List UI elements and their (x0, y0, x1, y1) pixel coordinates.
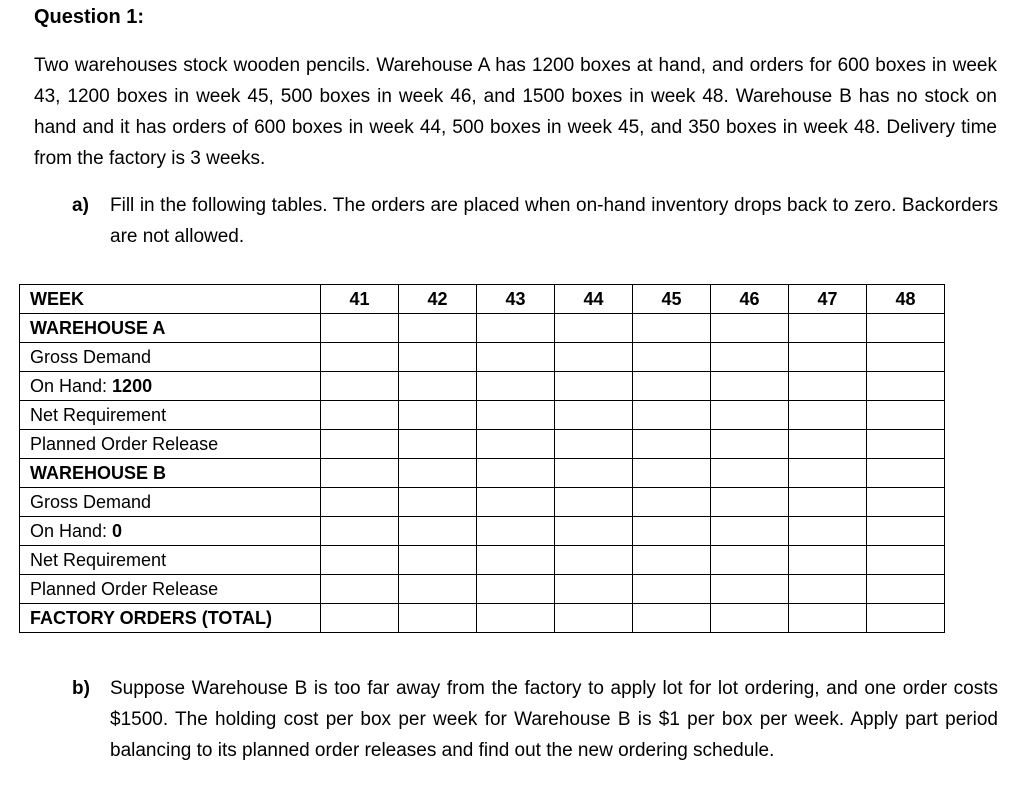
wb-on-hand-text: On Hand: (30, 520, 113, 541)
table-cell[interactable] (867, 575, 945, 604)
table-cell[interactable] (555, 488, 633, 517)
part-b-label: b) (72, 678, 90, 699)
table-cell[interactable] (633, 604, 711, 633)
table-cell[interactable] (555, 517, 633, 546)
table-cell[interactable] (399, 575, 477, 604)
wa-planned-order-release-label: Planned Order Release (20, 430, 321, 459)
warehouse-a-header: WAREHOUSE A (20, 314, 321, 343)
table-cell[interactable] (555, 343, 633, 372)
table-cell[interactable] (321, 575, 399, 604)
table-cell[interactable] (711, 575, 789, 604)
table-cell[interactable] (711, 546, 789, 575)
wa-gross-demand-label: Gross Demand (20, 343, 321, 372)
week-col-45: 45 (633, 285, 711, 314)
table-cell[interactable] (711, 430, 789, 459)
week-col-43: 43 (477, 285, 555, 314)
table-cell[interactable] (789, 459, 867, 488)
table-cell[interactable] (321, 430, 399, 459)
wb-planned-order-release-label: Planned Order Release (20, 575, 321, 604)
wb-gross-demand-label: Gross Demand (20, 488, 321, 517)
table-cell[interactable] (633, 401, 711, 430)
table-cell[interactable] (633, 575, 711, 604)
table-cell[interactable] (711, 314, 789, 343)
part-b-text: Suppose Warehouse B is too far away from the factory to apply lot for lot ordering, and one order costs $1500. The holding cost per box per week for Warehouse B is $1 per box per week. Apply part period balancing to its planned order releases and find out the new ordering schedule. (110, 678, 998, 761)
week-col-47: 47 (789, 285, 867, 314)
question-title: Question 1: (34, 6, 145, 28)
table-cell[interactable] (867, 430, 945, 459)
wb-net-requirement-label: Net Requirement (20, 546, 321, 575)
week-col-46: 46 (711, 285, 789, 314)
table-cell[interactable] (867, 517, 945, 546)
wb-on-hand-value: 0 (112, 520, 123, 541)
wa-on-hand-label (20, 372, 321, 401)
table-cell[interactable] (399, 372, 477, 401)
table-cell[interactable] (555, 459, 633, 488)
table-cell[interactable] (399, 314, 477, 343)
table-cell[interactable] (399, 546, 477, 575)
table-cell[interactable] (399, 343, 477, 372)
table-cell[interactable] (789, 401, 867, 430)
table-cell[interactable] (711, 401, 789, 430)
table-cell[interactable] (789, 546, 867, 575)
table-row (20, 430, 945, 459)
table-cell[interactable] (555, 575, 633, 604)
table-row (20, 604, 945, 633)
table-cell[interactable] (711, 459, 789, 488)
table-cell[interactable] (321, 372, 399, 401)
table-row (20, 575, 945, 604)
table-cell[interactable] (477, 430, 555, 459)
question-intro: Two warehouses stock wooden pencils. Warehouse A has 1200 boxes at hand, and orders for 600 boxes in week 43, 1200 boxes in week 45, 500 boxes in week 46, and 1500 boxes in week 48. Warehouse B has no stock on hand and it has orders of 600 boxes in week 44, 500 boxes in week 45, and 350 boxes in week 48. Delivery time from the factory is 3 weeks. (34, 55, 997, 169)
table-cell[interactable] (633, 372, 711, 401)
week-col-44: 44 (555, 285, 633, 314)
table-cell[interactable] (477, 604, 555, 633)
wa-on-hand-value: 1200 (112, 375, 153, 396)
table-row (20, 343, 945, 372)
table-cell[interactable] (867, 546, 945, 575)
table-cell[interactable] (867, 343, 945, 372)
table-row (20, 488, 945, 517)
table-cell[interactable] (321, 517, 399, 546)
table-cell[interactable] (477, 314, 555, 343)
table-cell[interactable] (399, 604, 477, 633)
wa-net-requirement-label: Net Requirement (20, 401, 321, 430)
table-cell[interactable] (633, 546, 711, 575)
table-cell[interactable] (633, 343, 711, 372)
table-cell[interactable] (633, 488, 711, 517)
table-cell[interactable] (477, 546, 555, 575)
table-cell[interactable] (399, 517, 477, 546)
warehouse-b-header: WAREHOUSE B (20, 459, 321, 488)
table-cell[interactable] (867, 314, 945, 343)
table-cell[interactable] (555, 546, 633, 575)
table-cell[interactable] (711, 604, 789, 633)
table-cell[interactable] (321, 604, 399, 633)
week-col-48: 48 (867, 285, 945, 314)
table-cell[interactable] (711, 488, 789, 517)
table-row (20, 459, 945, 488)
table-cell[interactable] (555, 604, 633, 633)
table-cell[interactable] (711, 343, 789, 372)
table-cell[interactable] (789, 372, 867, 401)
table-cell[interactable] (633, 459, 711, 488)
table-cell[interactable] (711, 517, 789, 546)
table-header-row (20, 285, 945, 314)
table-cell[interactable] (321, 459, 399, 488)
table-row (20, 546, 945, 575)
table-cell[interactable] (633, 517, 711, 546)
table-cell[interactable] (867, 401, 945, 430)
table-cell[interactable] (789, 343, 867, 372)
table-row (20, 517, 945, 546)
table-row (20, 372, 945, 401)
table-cell[interactable] (867, 459, 945, 488)
table-cell[interactable] (477, 459, 555, 488)
wb-on-hand-label (20, 517, 321, 546)
table-cell[interactable] (555, 430, 633, 459)
part-a-label: a) (72, 195, 89, 216)
table-cell[interactable] (321, 314, 399, 343)
part-a (72, 190, 998, 252)
mrp-table (19, 284, 945, 633)
table-cell[interactable] (399, 401, 477, 430)
table-cell[interactable] (477, 372, 555, 401)
table-cell[interactable] (867, 604, 945, 633)
table-cell[interactable] (867, 488, 945, 517)
table-cell[interactable] (399, 430, 477, 459)
table-cell[interactable] (477, 401, 555, 430)
table-cell[interactable] (789, 575, 867, 604)
week-col-42: 42 (399, 285, 477, 314)
table-cell[interactable] (321, 343, 399, 372)
table-cell[interactable] (399, 459, 477, 488)
table-cell[interactable] (321, 488, 399, 517)
week-col-41: 41 (321, 285, 399, 314)
part-a-text: Fill in the following tables. The orders are placed when on-hand inventory drops back to zero. Backorders are not allowed. (110, 195, 998, 247)
table-cell[interactable] (555, 401, 633, 430)
table-cell[interactable] (789, 604, 867, 633)
table-cell[interactable] (789, 488, 867, 517)
factory-orders-total-label: FACTORY ORDERS (TOTAL) (20, 604, 321, 633)
table-cell[interactable] (789, 314, 867, 343)
part-b (72, 673, 998, 766)
table-cell[interactable] (867, 372, 945, 401)
table-cell[interactable] (321, 401, 399, 430)
table-cell[interactable] (477, 517, 555, 546)
table-cell[interactable] (321, 546, 399, 575)
table-cell[interactable] (633, 314, 711, 343)
table-cell[interactable] (555, 372, 633, 401)
table-cell[interactable] (477, 343, 555, 372)
table-cell[interactable] (399, 488, 477, 517)
table-row (20, 314, 945, 343)
wa-on-hand-text: On Hand: (30, 375, 113, 396)
table-cell[interactable] (789, 517, 867, 546)
table-cell[interactable] (789, 430, 867, 459)
table-cell[interactable] (633, 430, 711, 459)
table-row (20, 401, 945, 430)
table-cell[interactable] (477, 575, 555, 604)
table-cell[interactable] (555, 314, 633, 343)
week-header: WEEK (20, 285, 321, 314)
table-cell[interactable] (711, 372, 789, 401)
table-cell[interactable] (477, 488, 555, 517)
